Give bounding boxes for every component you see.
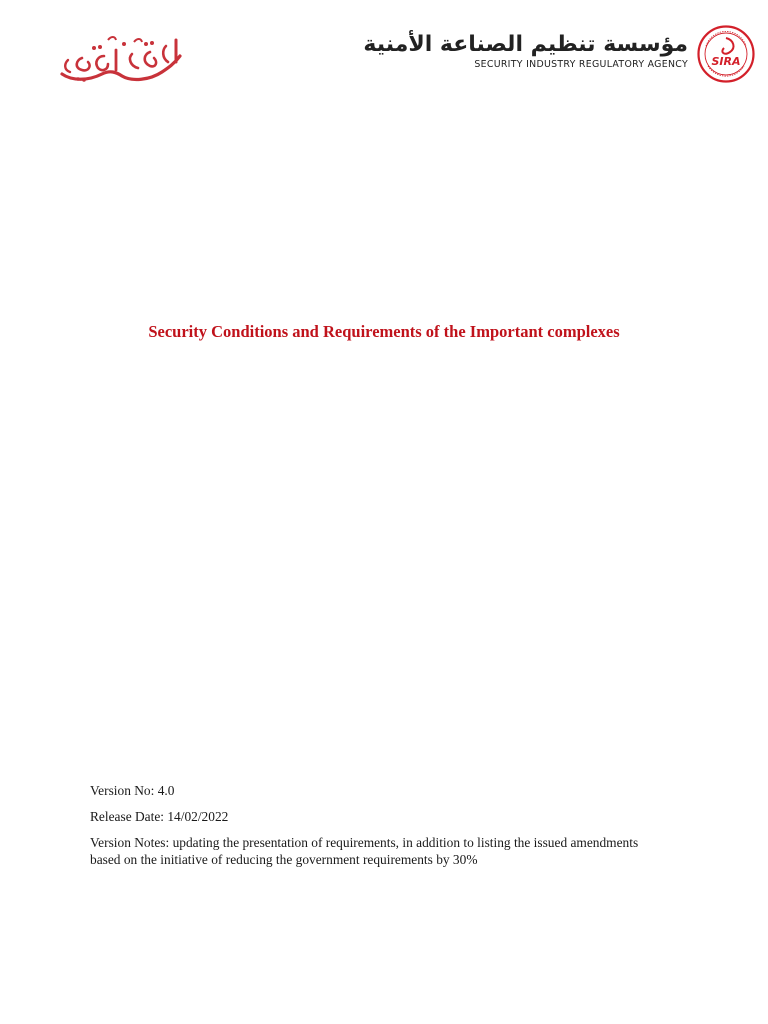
agency-name-arabic: مؤسسة تنظيم الصناعة الأمنية bbox=[363, 32, 688, 57]
agency-name-english: SECURITY INDUSTRY REGULATORY AGENCY bbox=[474, 59, 688, 70]
sira-seal-logo bbox=[696, 24, 756, 84]
document-metadata bbox=[90, 782, 690, 868]
document-title: Security Conditions and Requirements of the Important complexes bbox=[148, 322, 620, 341]
agency-name-block bbox=[363, 32, 688, 72]
version-notes-line-2: based on the initiative of reducing the government requirements by 30% bbox=[90, 852, 478, 867]
government-of-dubai-logo bbox=[58, 34, 186, 86]
version-notes bbox=[90, 834, 690, 868]
version-notes-line-1: Version Notes: updating the presentation of requirements, in addition to listing the issued amendments bbox=[90, 835, 639, 850]
release-date: Release Date: 14/02/2022 bbox=[90, 809, 229, 824]
version-number: Version No: 4.0 bbox=[90, 783, 175, 798]
svg-text:SIRA: SIRA bbox=[711, 55, 741, 68]
